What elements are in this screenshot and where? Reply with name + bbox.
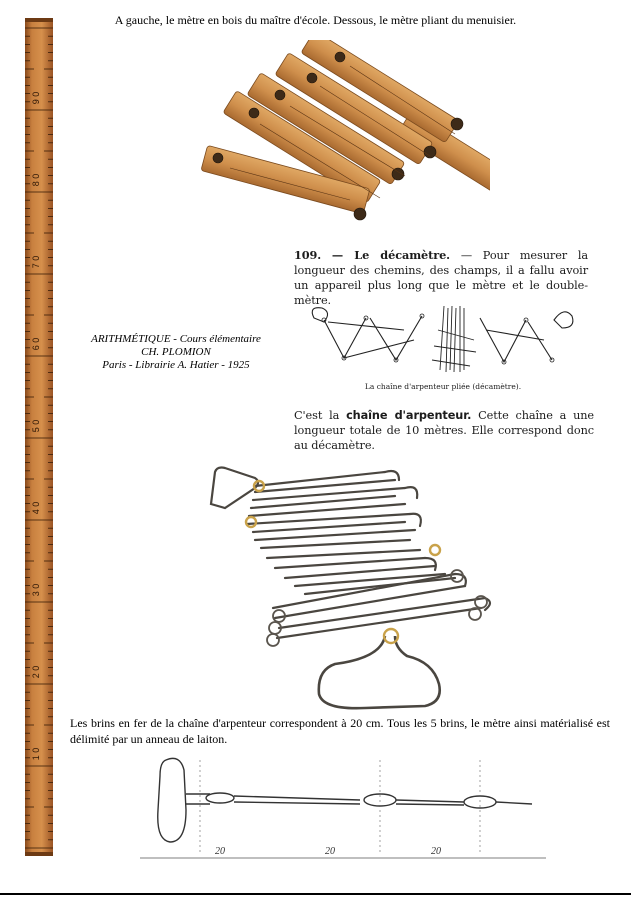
ruler-label: 9 0 (31, 91, 41, 105)
folding-carpenter-rule (200, 40, 490, 240)
ruler-label: 6 0 (31, 337, 41, 351)
wooden-meter-ruler (24, 18, 54, 856)
ruler-label: 3 0 (31, 583, 41, 597)
book-author: CH. PLOMION (141, 346, 211, 358)
chain-paragraph (294, 408, 594, 453)
book-reference (78, 333, 274, 372)
page-bottom-rule (0, 893, 631, 895)
surveyor-chain-photo (195, 458, 505, 714)
paragraph1-text: — Pour mesurer la longueur des chemins, des champs, il a fallu avoir un appareil plus long que le mètre et le double-mètre. (294, 249, 589, 307)
paragraph2-bold: chaîne d'arpenteur. (346, 409, 472, 422)
body-paragraph: Les brins en fer de la chaîne d'arpenteur correspondent à 20 cm. Tous les 5 brins, le mètre ainsi matérialisé est délimité par un anneau de laiton. (70, 716, 610, 746)
ruler-label: 7 0 (31, 255, 41, 269)
ruler-label: 5 0 (31, 419, 41, 433)
drawing-label-3: 20 (431, 846, 441, 857)
ruler-label: 8 0 (31, 173, 41, 187)
top-caption: A gauche, le mètre en bois du maître d'école. Dessous, le mètre pliant du menuisier. (114, 13, 517, 27)
book-publisher: Paris - Librairie A. Hatier - 1925 (102, 359, 250, 371)
folded-chain-engraving (304, 300, 580, 382)
figure-caption: La chaîne d'arpenteur pliée (décamètre). (364, 382, 522, 391)
decametre-paragraph (294, 248, 588, 308)
ruler-label: 2 0 (31, 665, 41, 679)
ruler-label: 1 0 (31, 747, 41, 761)
chain-technical-drawing (140, 750, 550, 862)
section-title: — Le décamètre. (331, 248, 451, 262)
textbook-scan (290, 248, 600, 452)
book-title: ARITHMÉTIQUE - Cours élémentaire (91, 333, 261, 345)
ruler-label: 4 0 (31, 501, 41, 515)
drawing-label-2: 20 (325, 846, 335, 857)
section-number: 109. (294, 248, 322, 262)
paragraph2-end: Cette chaîne a une longueur totale de 10 mètres. Elle correspond donc au décamètre. (294, 409, 595, 452)
drawing-label-1: 20 (215, 846, 225, 857)
paragraph2-start: C'est la (294, 409, 340, 422)
